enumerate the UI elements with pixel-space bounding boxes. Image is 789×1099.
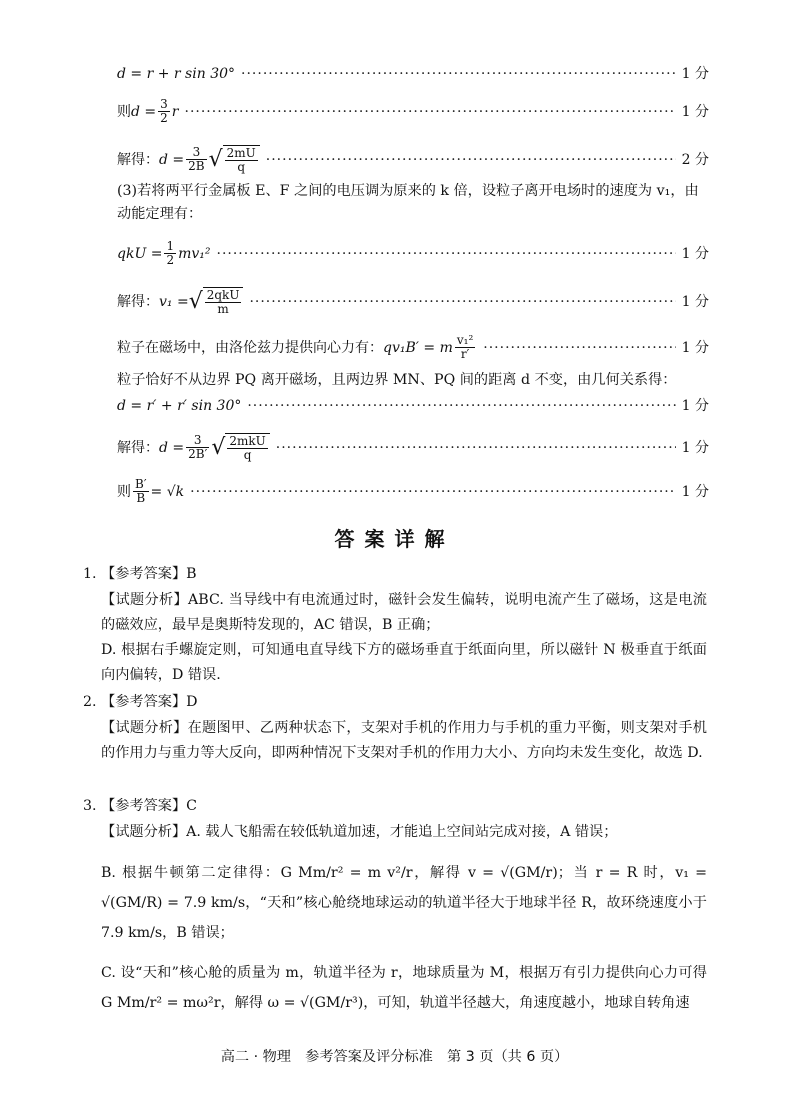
fraction bbox=[133, 478, 149, 505]
equation: d = bbox=[159, 151, 185, 168]
square-root: √ $\frac{\text{2qkU}}{m}$ bbox=[189, 287, 244, 316]
score: 1 分 bbox=[681, 483, 709, 500]
line-prefix: 则 bbox=[117, 483, 131, 500]
paragraph: 粒子恰好不从边界 PQ 离开磁场，且两边界 MN、PQ 间的距离 d 不变，由几何关系得： bbox=[117, 372, 677, 388]
equation-tail: mv₁² bbox=[178, 245, 211, 262]
equation: d = bbox=[159, 439, 185, 456]
fraction bbox=[164, 240, 176, 267]
score: 1 分 bbox=[681, 245, 709, 262]
score: 2 分 bbox=[681, 151, 709, 168]
sqrt-denominator: q bbox=[243, 448, 252, 462]
fraction-numerator: 1 bbox=[166, 239, 175, 253]
line-prefix: 粒子在磁场中，由洛伦兹力提供向心力有： bbox=[117, 339, 383, 356]
line-prefix: 则 bbox=[117, 103, 131, 120]
sqrt-numerator: 2qkU bbox=[206, 288, 240, 302]
equation: d = r + r sin 30° bbox=[117, 66, 236, 82]
sqrt-numerator: 2mkU bbox=[229, 434, 266, 448]
fraction-numerator: B′ bbox=[135, 477, 147, 491]
fraction-denominator: B bbox=[136, 491, 146, 505]
analysis-paragraph: C. 设“天和”核心舱的质量为 m，轨道半径为 r，地球质量为 M，根据万有引力提供向心力可得 G Mm/r² = mω²r，解得 ω = √(GM/r³)，可知，轨道半径越大，角速度越小，地球自转角速 bbox=[101, 965, 707, 1011]
fraction-denominator: r′ bbox=[460, 347, 470, 361]
fraction-numerator: 3 bbox=[186, 146, 206, 160]
square-root: √ $\frac{\text{2mkU}}{q}$ bbox=[211, 433, 269, 462]
solution-line bbox=[117, 98, 709, 125]
line-prefix: 解得： bbox=[117, 151, 159, 168]
equation: qv₁B′ = m bbox=[383, 339, 453, 356]
equation: v₁ = bbox=[159, 293, 189, 310]
fraction bbox=[455, 334, 475, 361]
sqrt-denominator: q bbox=[237, 160, 246, 174]
line-prefix: 解得： bbox=[117, 439, 159, 456]
score: 1 分 bbox=[681, 293, 709, 310]
analysis-paragraph: 【试题分析】A. 载人飞船需在较低轨道加速，才能追上空间站完成对接，A 错误； bbox=[101, 824, 618, 840]
leader-dots bbox=[266, 150, 676, 170]
equation: d = bbox=[131, 103, 157, 120]
fraction-denominator: 2 bbox=[160, 111, 168, 125]
solution-line bbox=[117, 287, 709, 316]
analysis-paragraph: B. 根据牛顿第二定律得：G Mm/r² = m v²/r，解得 v = √(GM/r)；当 r = R 时，v₁ = √(GM/R) = 7.9 km/s，“天和”核心舱绕地球运动的轨道半径大于地球半径 R，故环绕速度小于 7.9 km/s，B 错误； bbox=[101, 865, 707, 941]
solution-line bbox=[117, 145, 709, 174]
equation: d = r′ + r′ sin 30° bbox=[117, 398, 242, 414]
fraction bbox=[186, 434, 209, 461]
equation-tail: = √k bbox=[150, 483, 185, 500]
sqrt-denominator: m bbox=[217, 302, 229, 316]
score: 1 分 bbox=[681, 439, 709, 456]
analysis-paragraph: 【试题分析】在题图甲、乙两种状态下，支架对手机的作用力与手机的重力平衡，则支架对手机的作用力与重力等大反向，即两种情况下支架对手机的作用力大小、方向均未发生变化，故选 D. bbox=[101, 720, 707, 761]
fraction bbox=[158, 98, 170, 125]
score: 1 分 bbox=[681, 66, 709, 82]
sqrt-numerator: 2mU bbox=[226, 146, 256, 160]
leader-dots bbox=[185, 102, 676, 122]
leader-dots bbox=[190, 482, 676, 502]
fraction-numerator: 3 bbox=[160, 97, 168, 111]
question-number: 3. bbox=[83, 798, 97, 814]
fraction-denominator: 2 bbox=[166, 253, 175, 267]
line-prefix: 解得： bbox=[117, 293, 159, 310]
analysis-paragraph: 【试题分析】ABC. 当导线中有电流通过时，磁针会发生偏转，说明电流产生了磁场，这是电流的磁效应，最早是奥斯特发现的，AC 错误，B 正确； bbox=[101, 592, 707, 633]
answer-title: 【参考答案】D bbox=[101, 694, 198, 710]
page-footer: 高二 · 物理 参考答案及评分标准 第 3 页（共 6 页） bbox=[220, 1049, 569, 1065]
score: 1 分 bbox=[681, 339, 709, 356]
fraction-numerator: v₁² bbox=[456, 333, 474, 347]
fraction-denominator: 2B bbox=[188, 159, 205, 173]
leader-dots bbox=[249, 292, 675, 312]
question-number: 2. bbox=[83, 694, 97, 710]
solution-line bbox=[117, 64, 709, 84]
score: 1 分 bbox=[681, 398, 709, 414]
solution-line bbox=[117, 240, 709, 267]
leader-dots bbox=[247, 396, 675, 416]
fraction-numerator: 3 bbox=[186, 434, 209, 448]
analysis-paragraph: D. 根据右手螺旋定则，可知通电直导线下方的磁场垂直于纸面向里，所以磁针 N 极垂直于纸面向内偏转，D 错误. bbox=[101, 642, 707, 683]
solution-line bbox=[117, 396, 709, 416]
equation: qkU = bbox=[117, 245, 163, 262]
answer-title: 【参考答案】B bbox=[101, 566, 197, 582]
leader-dots bbox=[483, 338, 675, 358]
solution-line bbox=[117, 433, 709, 462]
paragraph: (3)若将两平行金属板 E、F 之间的电压调为原来的 k 倍，设粒子离开电场时的速度为 v₁，由动能定理有： bbox=[117, 183, 699, 222]
question-number: 1. bbox=[83, 566, 97, 582]
score: 1 分 bbox=[681, 103, 709, 120]
section-heading: 答案详解 bbox=[334, 527, 455, 551]
equation-tail: r bbox=[171, 103, 179, 120]
fraction bbox=[186, 146, 206, 173]
fraction-denominator: 2B′ bbox=[188, 447, 208, 461]
square-root: √ $\frac{2mU}{q}$ bbox=[209, 145, 260, 174]
answer-title: 【参考答案】C bbox=[101, 798, 197, 814]
leader-dots bbox=[276, 438, 676, 458]
solution-line bbox=[117, 478, 709, 505]
leader-dots bbox=[241, 64, 676, 84]
solution-line bbox=[117, 334, 709, 361]
leader-dots bbox=[217, 244, 676, 264]
